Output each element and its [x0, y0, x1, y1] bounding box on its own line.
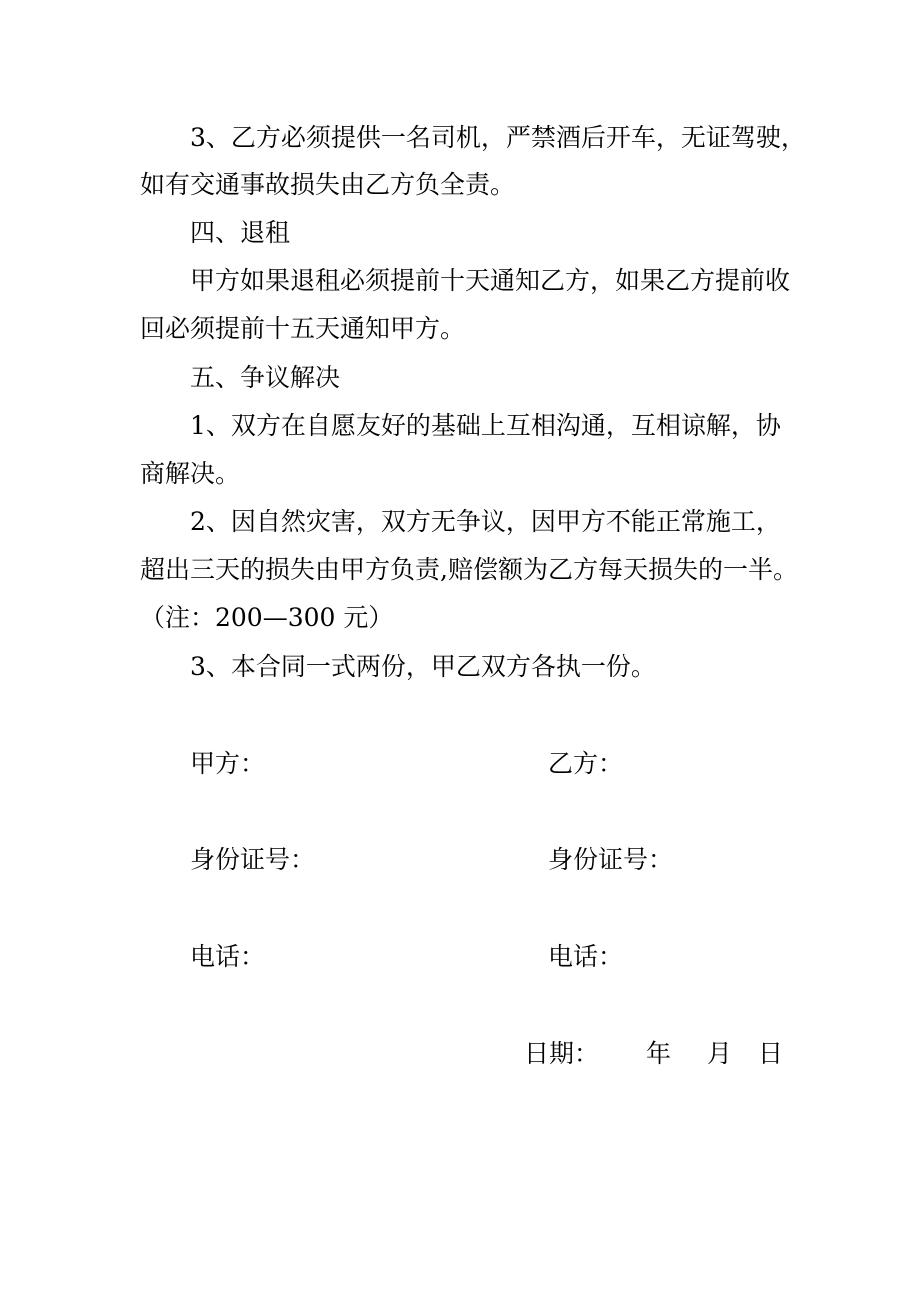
section-4-line-2: 回必须提前十五天通知甲方。 — [140, 314, 466, 343]
section-5-item-1-line-2: 商解决。 — [140, 459, 241, 488]
date-year-label: 年 — [646, 1039, 672, 1068]
party-b-id-label: 身份证号： — [548, 845, 674, 874]
section-5-item-2-line-2: 超出三天的损失由甲方负责,赔偿额为乙方每天损失的一半。 — [140, 555, 798, 584]
section-5-item-2-note: （注：200—300 元） — [140, 603, 394, 632]
clause-3-line-1: 3、乙方必须提供一名司机，严禁酒后开车，无证驾驶， — [190, 123, 806, 152]
clause-3-line-2: 如有交通事故损失由乙方负全责。 — [140, 170, 516, 199]
party-b-label: 乙方： — [548, 749, 624, 778]
date-month-label: 月 — [707, 1039, 733, 1068]
section-5-heading: 五、争议解决 — [190, 363, 341, 392]
party-b-phone-label: 电话： — [548, 942, 624, 971]
section-5-item-2-line-1: 2、因自然灾害，双方无争议，因甲方不能正常施工， — [190, 507, 781, 536]
party-a-phone-label: 电话： — [190, 942, 266, 971]
party-a-label: 甲方： — [190, 749, 266, 778]
date-label: 日期： — [524, 1039, 600, 1068]
section-5-item-3: 3、本合同一式两份，甲乙双方各执一份。 — [190, 652, 656, 681]
section-4-heading: 四、退租 — [190, 218, 291, 247]
party-a-id-label: 身份证号： — [190, 845, 316, 874]
date-day-label: 日 — [758, 1039, 784, 1068]
section-5-item-1-line-1: 1、双方在自愿友好的基础上互相沟通，互相谅解，协 — [190, 411, 781, 440]
section-4-line-1: 甲方如果退租必须提前十天通知乙方，如果乙方提前收 — [190, 266, 791, 295]
